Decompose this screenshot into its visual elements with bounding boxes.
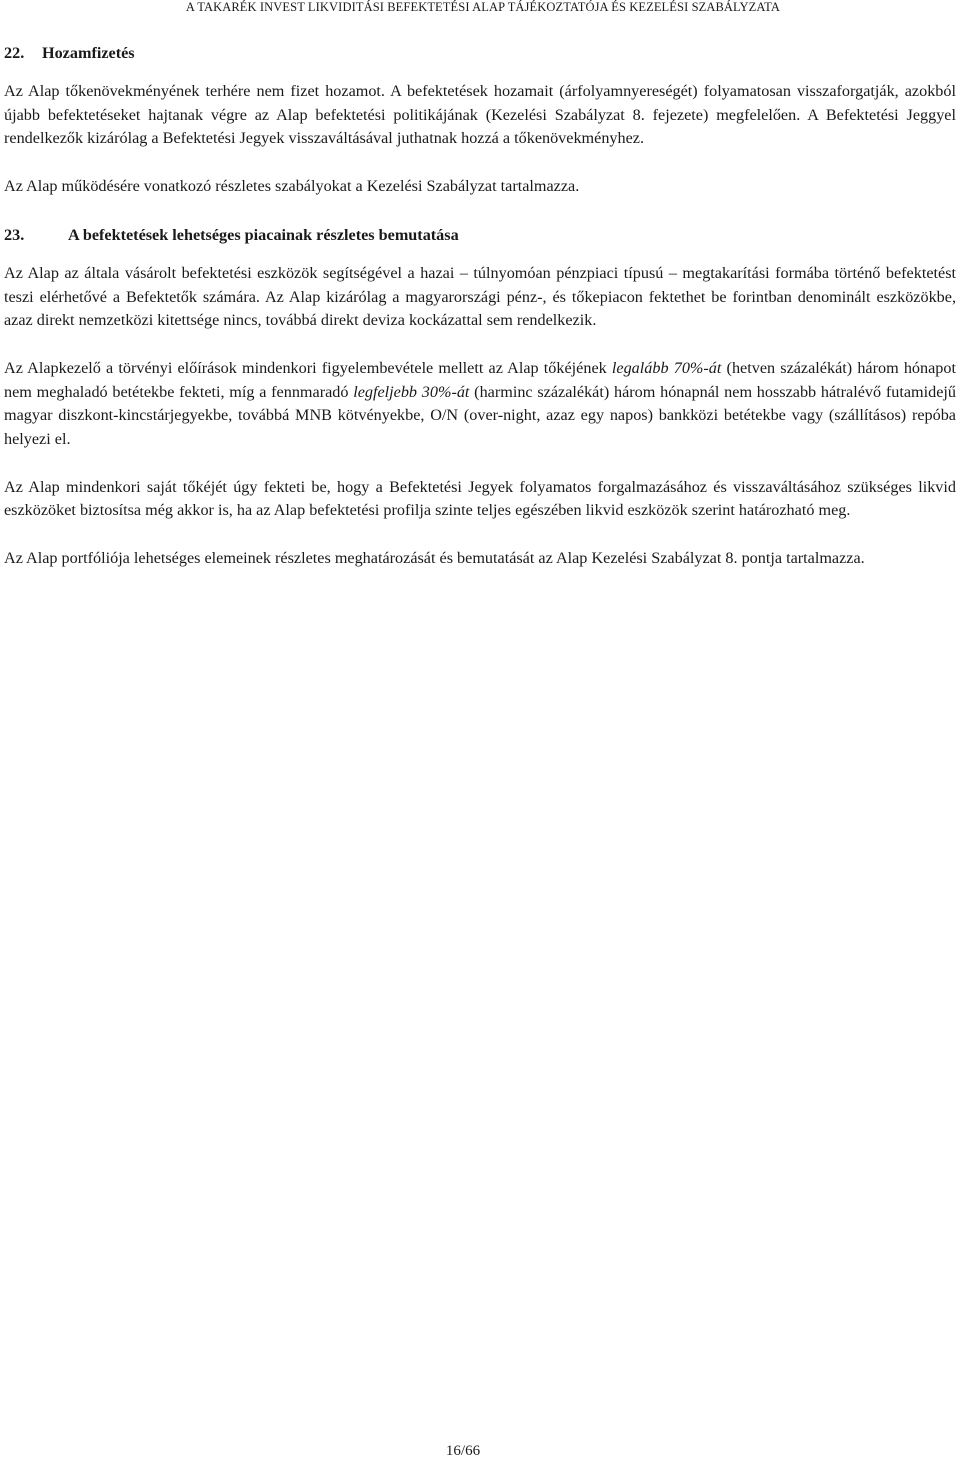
section-23-paragraph-4: Az Alap portfóliója lehetséges elemeinek részletes meghatározását és bemutatását az Alap Kezelési Szabályzat 8. pontja tartalmazza. xyxy=(4,549,865,568)
page-body xyxy=(4,40,956,595)
section-22-paragraph-1: Az Alap tőkenövekményének terhére nem fizet hozamot. A befektetések hozamait (árfolyamnyereségét) folyamatosan visszaforgatják, azokból újabb befektetéseket hajtanak végre az Alap befektetési politikájának (Kezelési Szabályzat 8. fejezete) megfelelően. A Befektetési Jeggyel rendelkezők kizárólag a Befektetési Jegyek visszaváltásával juthatnak hozzá a tőkenövekményhez. xyxy=(4,82,956,148)
section-22-number: 22. xyxy=(4,44,25,62)
section-23-paragraph-2 xyxy=(4,357,956,452)
section-23-paragraph-3: Az Alap mindenkori saját tőkéjét úgy fekteti be, hogy a Befektetési Jegyek folyamatos forgalmazásához és visszaváltásához szükséges likvid eszközöket biztosítsa még akkor is, ha az Alap befektetési profilja szinte teljes egészében likvid eszközök szerint határozható meg. xyxy=(4,477,956,520)
section-23-title: A befektetések lehetséges piacainak részletes bemutatása xyxy=(68,225,459,244)
section-23-heading xyxy=(4,222,956,248)
section-22-heading xyxy=(4,40,956,66)
section-23-number: 23. xyxy=(4,225,25,244)
p2-text-3: (harminc százalékát) három hónapnál nem hosszabb hátralévő futamidejű magyar diszkont-kincstárjegyekbe, továbbá MNB kötvényekbe, O/N (over-night, azaz egy napos) bankközi betétekbe vagy (szállításos) repóba helyezi el. xyxy=(4,382,956,449)
p2-text-1: Az Alapkezelő a törvényi előírások mindenkori figyelembevétele mellett az Alap tőkéjének xyxy=(4,358,612,377)
p2-emphasis-min: legalább 70%-át xyxy=(611,358,722,377)
section-22-title: Hozamfizetés xyxy=(42,44,135,62)
section-22-paragraph-2: Az Alap működésére vonatkozó részletes szabályokat a Kezelési Szabályzat tartalmazza. xyxy=(4,177,580,196)
page-number: 16/66 xyxy=(445,1443,481,1459)
running-header: A TAKARÉK INVEST LIKVIDITÁSI BEFEKTETÉSI ALAP TÁJÉKOZTATÓJA ÉS KEZELÉSI SZABÁLYZATA xyxy=(185,0,780,14)
p2-emphasis-max: legfeljebb 30%-át xyxy=(353,382,470,401)
section-23-paragraph-1: Az Alap az általa vásárolt befektetési eszközök segítségével a hazai – túlnyomóan pénzpiaci típusú – megtakarítási formába történő befektetést teszi elérhetővé a Befektetők számára. Az Alap kizárólag a magyarországi pénz-, és tőkepiacon fektethet be forintban denominált eszközökbe, azaz direkt nemzetközi kitettsége nincs, továbbá direkt deviza kockázattal sem rendelkezik. xyxy=(4,263,956,330)
p2-text-2: (hetven százalékát) három hónapot nem meghaladó betétekbe fekteti, míg a fennmaradó xyxy=(4,358,956,401)
